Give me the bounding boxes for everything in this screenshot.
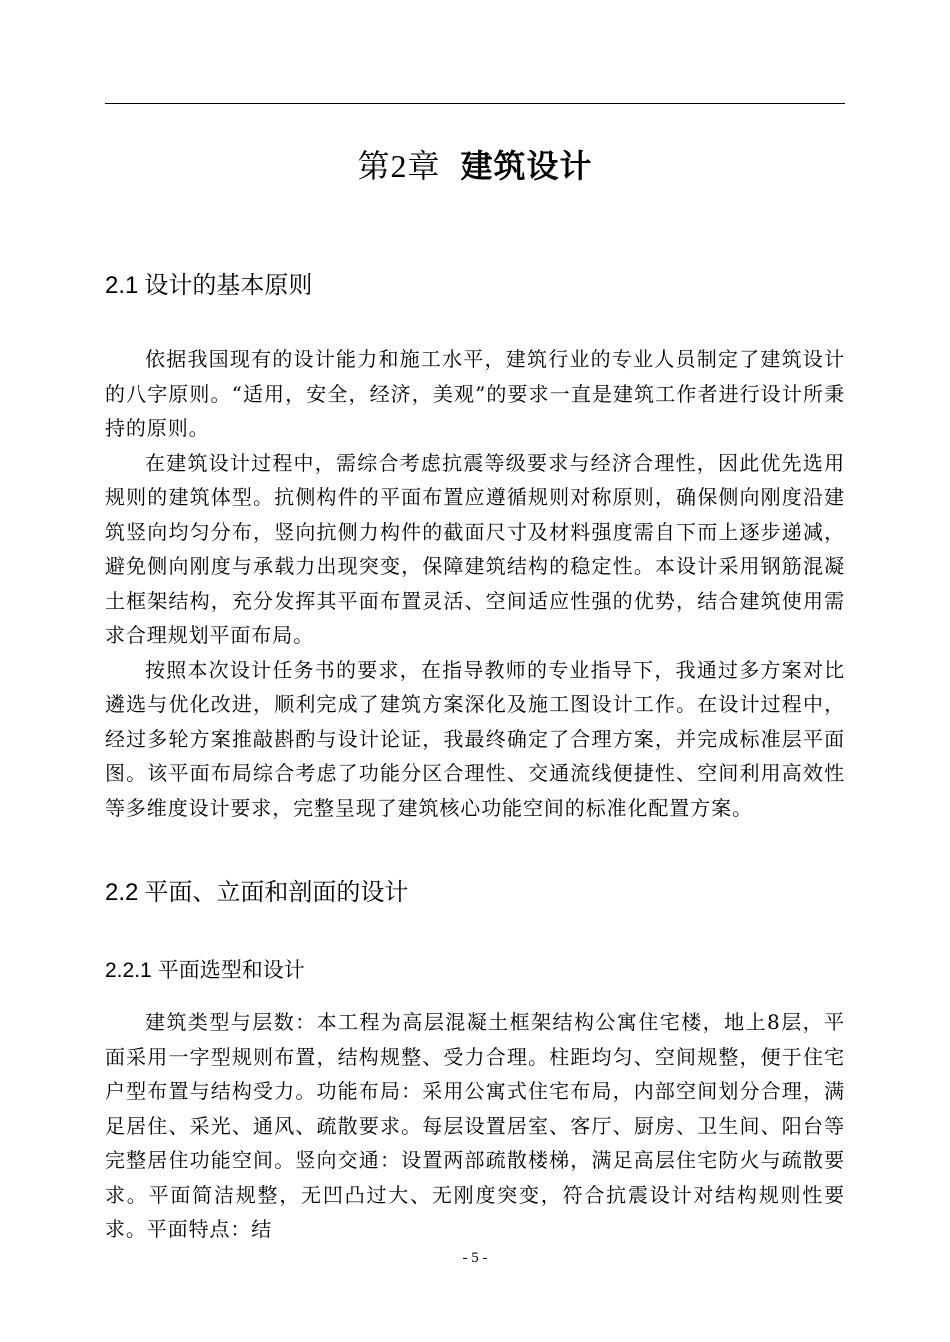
chapter-name: 建筑设计 (460, 147, 593, 185)
subsection-title: 平面选型和设计 (157, 958, 305, 982)
section-heading-2-2 (105, 875, 845, 910)
section-title: 设计的基本原则 (144, 271, 313, 299)
subsection-number: 2.2.1 (105, 959, 152, 982)
paragraph: 建筑类型与层数：本工程为高层混凝土框架结构公寓住宅楼，地上8层，平面采用一字型规则布置，结构规整、受力合理。柱距均匀、空间规整，便于住宅户型布置与结构受力。功能布局：采用公寓式住宅布局，内部空间划分合理，满足居住、采光、通风、疏散要求。每层设置居室、客厅、厨房、卫生间、阳台等完整居住功能空间。竖向交通：设置两部疏散楼梯，满足高层住宅防火与疏散要求。平面简洁规整，无凹凸过大、无刚度突变，符合抗震设计对结构规则性要求。平面特点：结 (105, 1010, 845, 1241)
paragraph: 在建筑设计过程中，需综合考虑抗震等级要求与经济合理性，因此优先选用规则的建筑体型。抗侧构件的平面布置应遵循规则对称原则，确保侧向刚度沿建筑竖向均匀分布，竖向抗侧力构件的截面尺寸及材料强度需自下而上逐步递减，避免侧向刚度与承载力出现突变，保障建筑结构的稳定性。本设计采用钢筋混凝土框架结构，充分发挥其平面布置灵活、空间适应性强的优势，结合建筑使用需求合理规划平面布局。 (105, 450, 845, 647)
paragraph: 按照本次设计任务书的要求，在指导教师的专业指导下，我通过多方案对比遴选与优化改进，顺利完成了建筑方案深化及施工图设计工作。在设计过程中，经过多轮方案推敲斟酌与设计论证，我最终确定了合理方案，并完成标准层平面图。该平面布局综合考虑了功能分区合理性、交通流线便捷性、空间利用高效性等多维度设计要求，完整呈现了建筑核心功能空间的标准化配置方案。 (105, 657, 845, 820)
section-number: 2.1 (105, 272, 139, 299)
section-heading-2-1 (105, 268, 845, 303)
chapter-number: 第2章 (357, 148, 441, 184)
paragraph: 依据我国现有的设计能力和施工水平，建筑行业的专业人员制定了建筑设计的八字原则。“适用，安全，经济，美观”的要求一直是建筑工作者进行设计所秉持的原则。 (105, 347, 845, 440)
header-rule (105, 103, 845, 104)
subsection-heading-2-2-1 (105, 955, 845, 986)
chapter-title (105, 140, 845, 192)
page-number: - 5 - (462, 1250, 488, 1266)
section-2-1-body (105, 342, 845, 825)
section-number: 2.2 (105, 879, 139, 906)
section-title: 平面、立面和剖面的设计 (144, 878, 409, 906)
section-2-2-1-body (105, 1005, 845, 1247)
